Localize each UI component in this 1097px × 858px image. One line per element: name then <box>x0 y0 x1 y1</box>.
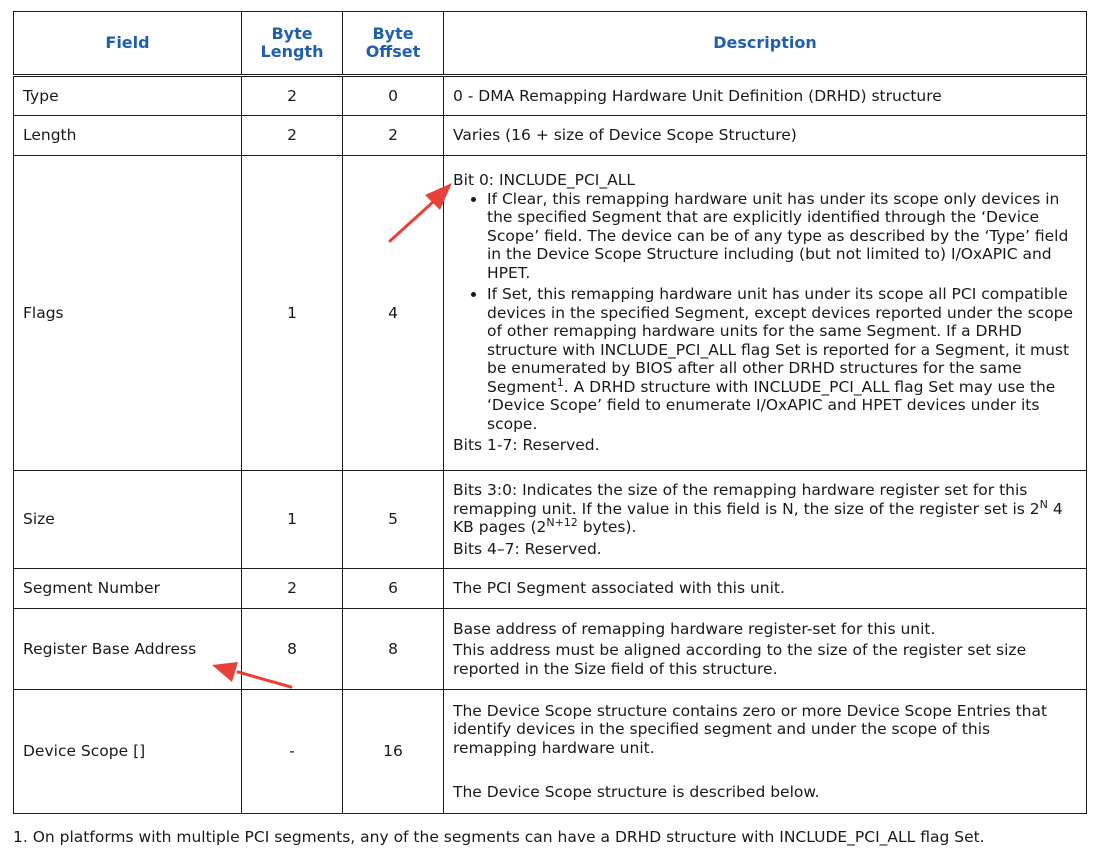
cell-byte-offset: 6 <box>343 569 444 609</box>
cell-description <box>444 156 1087 471</box>
cell-description: Varies (16 + size of Device Scope Structure) <box>444 116 1087 156</box>
cell-field: Device Scope [] <box>14 690 242 814</box>
cell-byte-length: 2 <box>242 569 343 609</box>
cell-byte-length: - <box>242 690 343 814</box>
footnote: 1. On platforms with multiple PCI segments, any of the segments can have a DRHD structure with INCLUDE_PCI_ALL flag Set. <box>13 828 985 846</box>
cell-field: Size <box>14 471 242 569</box>
size-desc: Bits 3:0: Indicates the size of the remapping hardware register set for this remapping unit. If the value in this field is N, the size of the register set is $2^N$ 4 KB pages ($2^{N+12}$ bytes). <box>453 481 1063 536</box>
cell-byte-offset: 0 <box>343 76 444 116</box>
header-row <box>14 12 1087 76</box>
cell-byte-length: 2 <box>242 76 343 116</box>
cell-description: The PCI Segment associated with this unit. <box>444 569 1087 609</box>
table-row <box>14 116 1087 156</box>
cell-field: Length <box>14 116 242 156</box>
cell-byte-offset: 4 <box>343 156 444 471</box>
table-row <box>14 471 1087 569</box>
flags-bullet-list <box>453 190 1077 434</box>
cell-description: The Device Scope structure contains zero or more Device Scope Entries that identify devices in the specified segment and under the scope of this remapping hardware unit. The Device Scope structure is described below. <box>444 690 1087 814</box>
table-row <box>14 690 1087 814</box>
drhd-structure-table <box>13 11 1087 814</box>
table-row <box>14 609 1087 690</box>
cell-byte-length: 8 <box>242 609 343 690</box>
cell-field: Register Base Address <box>14 609 242 690</box>
table-row <box>14 76 1087 116</box>
cell-description <box>444 471 1087 569</box>
cell-description: 0 - DMA Remapping Hardware Unit Definition (DRHD) structure <box>444 76 1087 116</box>
list-item: • If Clear, this remapping hardware unit has under its scope only devices in the specified Segment that are explicitly identified through the ‘Device Scope’ field. The device can be of any type as described by the ‘Type’ field in the Device Scope Structure including (but not limited to) I/OxAPIC and HPET. <box>487 190 1077 283</box>
cell-byte-length: 2 <box>242 116 343 156</box>
flags-reserved: Bits 1-7: Reserved. <box>453 436 600 455</box>
list-item: • If Set, this remapping hardware unit has under its scope all PCI compatible devices in the specified Segment, except devices reported under the scope of other remapping hardware units for the same Segment. If a DRHD structure with INCLUDE_PCI_ALL flag Set is reported for a Segment, it must be enumerated by BIOS after all other DRHD structures for the same Segment$^1$. A DRHD structure with INCLUDE_PCI_ALL flag Set may use the ‘Device Scope’ field to enumerate I/OxAPIC and HPET devices under its scope. <box>487 285 1077 433</box>
cell-byte-offset: 8 <box>343 609 444 690</box>
header-description: Description <box>444 12 1087 76</box>
table-row <box>14 156 1087 471</box>
cell-byte-offset: 2 <box>343 116 444 156</box>
header-field: Field <box>14 12 242 76</box>
cell-byte-length: 1 <box>242 471 343 569</box>
cell-byte-length: 1 <box>242 156 343 471</box>
cell-byte-offset: 5 <box>343 471 444 569</box>
cell-field: Flags <box>14 156 242 471</box>
cell-description: Base address of remapping hardware register-set for this unit. This address must be aligned according to the size of the register set size reported in the Size field of this structure. <box>444 609 1087 690</box>
table-row <box>14 569 1087 609</box>
flags-bit0: Bit 0: INCLUDE_PCI_ALL <box>453 171 635 190</box>
cell-field: Type <box>14 76 242 116</box>
footnote-ref: 1 <box>556 375 564 389</box>
header-byte-offset: Byte Offset <box>343 12 444 76</box>
cell-field: Segment Number <box>14 569 242 609</box>
size-reserved: Bits 4–7: Reserved. <box>453 539 602 558</box>
cell-byte-offset: 16 <box>343 690 444 814</box>
header-byte-length: Byte Length <box>242 12 343 76</box>
